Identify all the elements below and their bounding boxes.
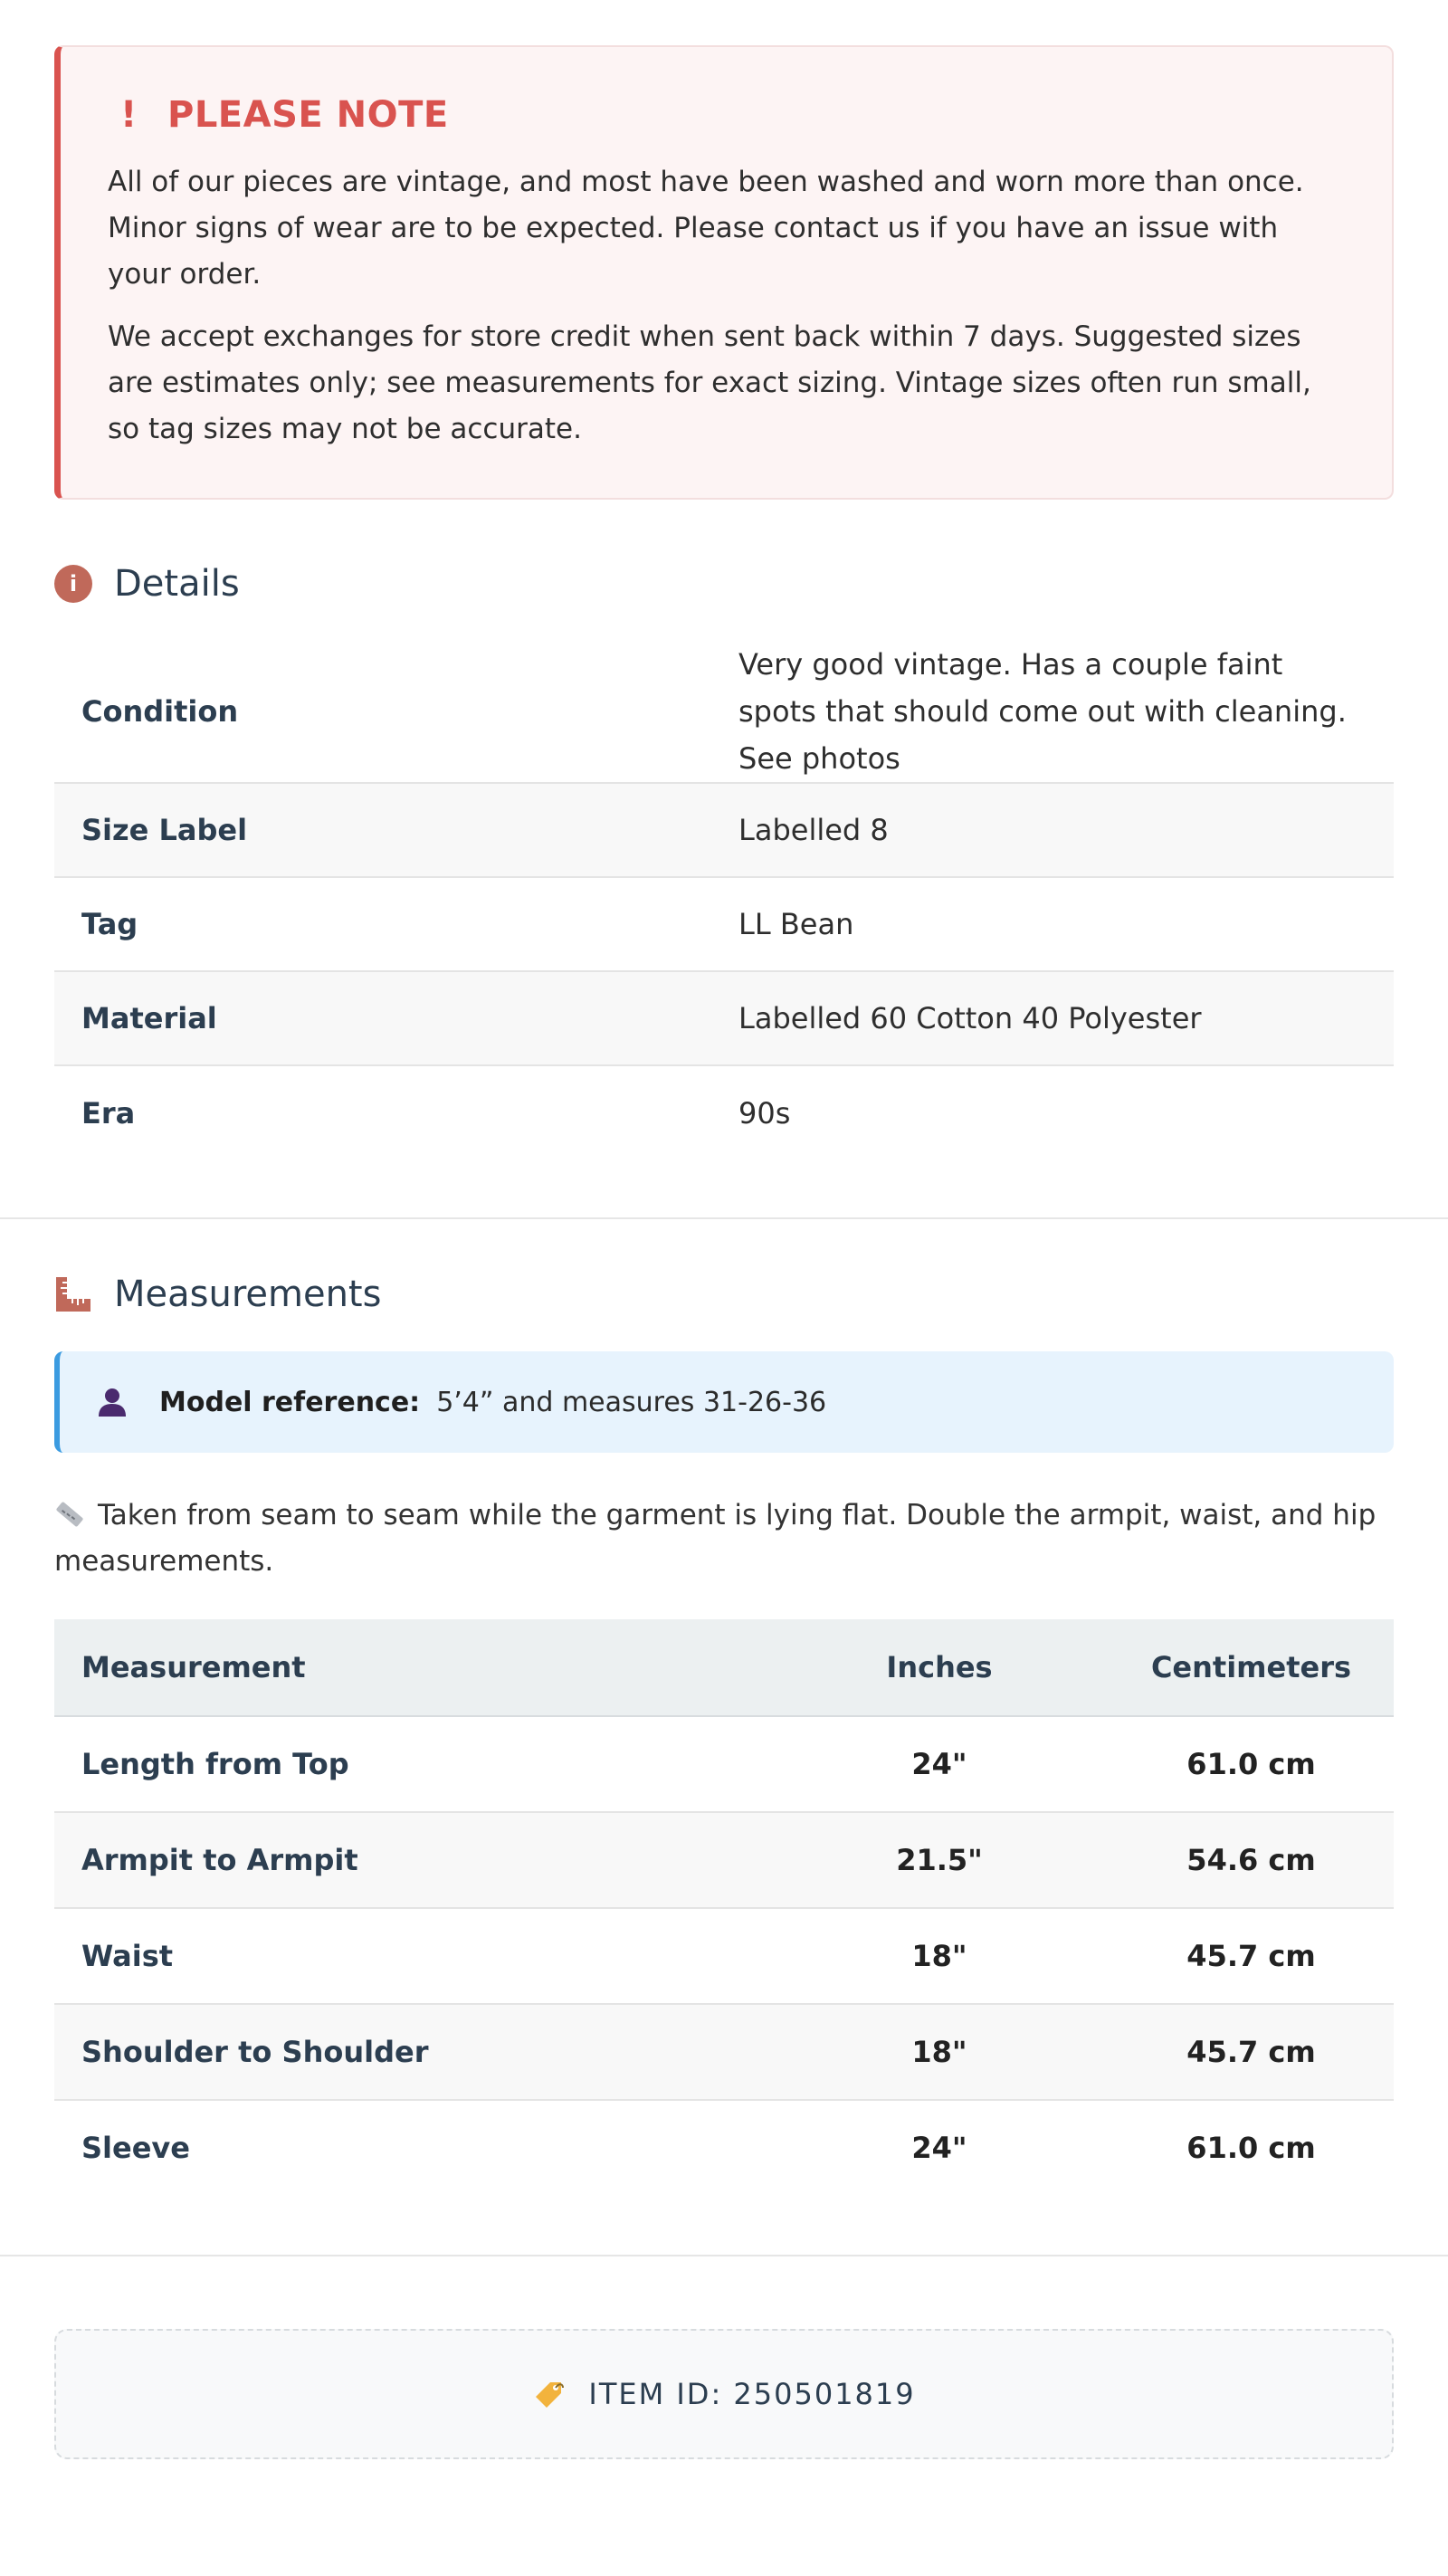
- measurement-inches: 18": [770, 1908, 1109, 2004]
- exclamation-icon: !: [120, 94, 138, 136]
- details-title: Details: [114, 563, 240, 605]
- table-row: [54, 2100, 1394, 2195]
- table-header-row: [54, 1619, 1394, 1716]
- person-icon: [96, 1386, 129, 1418]
- please-note-box: [54, 45, 1394, 500]
- detail-value: Labelled 60 Cotton 40 Polyester: [711, 971, 1394, 1065]
- tag-icon: [532, 2377, 567, 2411]
- measurement-name: Waist: [54, 1908, 770, 2004]
- item-id: ITEM ID: 250501819: [588, 2377, 916, 2411]
- model-reference-value: 5’4” and measures 31-26-36: [436, 1386, 827, 1418]
- details-table: [54, 641, 1394, 1159]
- table-row: [54, 877, 1394, 971]
- detail-value: Very good vintage. Has a couple faint spots that should come out with cleaning. See photos: [711, 641, 1394, 783]
- column-header: Measurement: [54, 1619, 770, 1716]
- measurements-header: [54, 1274, 1394, 1315]
- table-row: [54, 1908, 1394, 2004]
- measurements-title: Measurements: [114, 1274, 382, 1315]
- detail-value: Labelled 8: [711, 783, 1394, 877]
- measurement-inches: 24": [911, 2131, 967, 2165]
- table-row: [54, 1716, 1394, 1812]
- measurement-cm: 45.7 cm: [1109, 1908, 1394, 2004]
- measurement-name: Shoulder to Shoulder: [54, 2004, 770, 2100]
- table-row: [54, 1812, 1394, 1908]
- measurement-name: Length from Top: [54, 1716, 770, 1812]
- measurement-inches: 18": [770, 2004, 1109, 2100]
- section-divider: [0, 2255, 1448, 2256]
- measurement-inches: 21.5": [770, 1812, 1109, 1908]
- measurement-cm: 61.0 cm: [1186, 2131, 1316, 2165]
- detail-label: Tag: [54, 877, 711, 971]
- table-row: [54, 641, 1394, 783]
- table-row: [54, 783, 1394, 877]
- measurement-inches: 24": [770, 1716, 1109, 1812]
- details-header: [54, 563, 1394, 605]
- column-header: Inches: [770, 1619, 1109, 1716]
- detail-value: LL Bean: [711, 877, 1394, 971]
- table-row: [54, 2004, 1394, 2100]
- info-circle-icon: i: [54, 565, 92, 603]
- tip-text: Taken from seam to seam while the garment is lying flat. Double the armpit, waist, and hip measurements.: [54, 1499, 1377, 1578]
- section-divider: [0, 1217, 1448, 1219]
- ruler-icon: [54, 1275, 92, 1313]
- detail-value: 90s: [738, 1095, 791, 1131]
- note-header: [108, 94, 1341, 136]
- detail-label: Era: [81, 1095, 136, 1131]
- measurement-cm: 54.6 cm: [1109, 1812, 1394, 1908]
- model-reference-label: Model reference:: [159, 1386, 421, 1418]
- note-paragraph: All of our pieces are vintage, and most have been washed and worn more than once. Minor signs of wear are to be expected. Please contact us if you have an issue with your order.: [108, 166, 1304, 291]
- measurement-name: Sleeve: [81, 2131, 190, 2165]
- table-row: [54, 971, 1394, 1065]
- measurement-name: Armpit to Armpit: [54, 1812, 770, 1908]
- ruler-icon: [54, 1499, 85, 1530]
- column-header: Centimeters: [1109, 1619, 1394, 1716]
- detail-label: Size Label: [54, 783, 711, 877]
- note-paragraph: We accept exchanges for store credit when sent back within 7 days. Suggested sizes are estimates only; see measurements for exact sizing. Vintage sizes often run small, so tag sizes may not be accurate.: [108, 320, 1311, 445]
- measurement-cm: 45.7 cm: [1109, 2004, 1394, 2100]
- item-id-box: [54, 2329, 1394, 2459]
- detail-label: Condition: [54, 641, 711, 783]
- measurements-table: [54, 1619, 1394, 2195]
- table-row: [54, 1065, 1394, 1159]
- measurement-cm: 61.0 cm: [1109, 1716, 1394, 1812]
- model-reference-box: [54, 1351, 1394, 1453]
- measurement-tip: [54, 1493, 1394, 1585]
- detail-label: Material: [54, 971, 711, 1065]
- note-title: PLEASE NOTE: [167, 94, 449, 136]
